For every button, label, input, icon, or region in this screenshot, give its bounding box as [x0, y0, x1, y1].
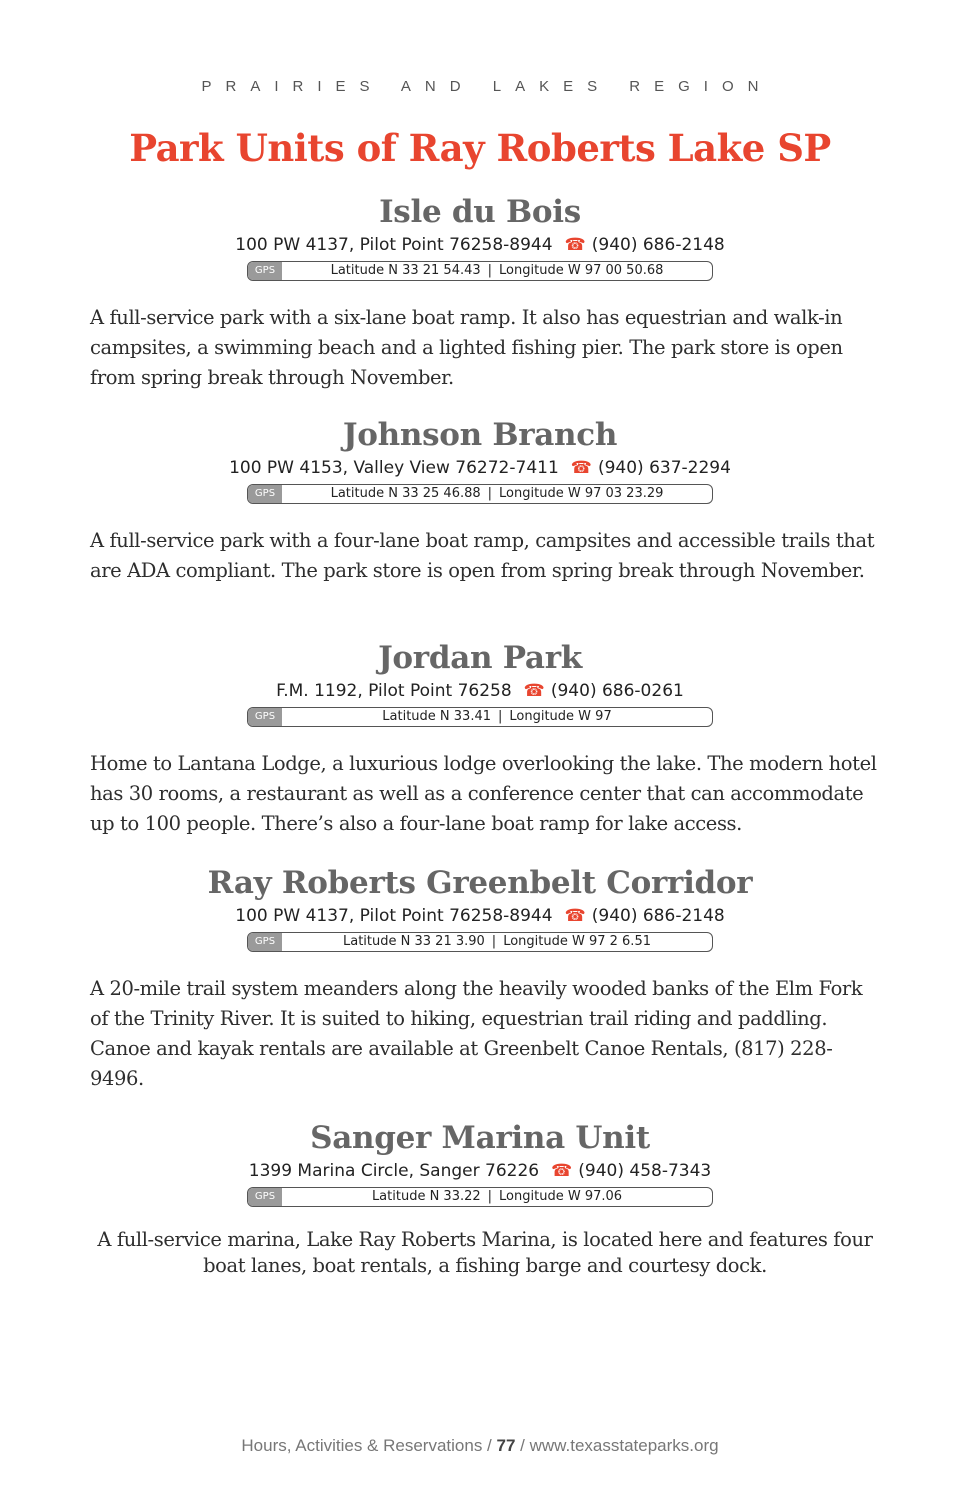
gps-coordinates: GPS Latitude N 33.22 | Longitude W 97.06: [247, 1187, 713, 1207]
phone-icon: ☎: [570, 458, 592, 478]
unit-contact: [0, 233, 960, 257]
page-title: Park Units of Ray Roberts Lake SP: [129, 126, 831, 170]
park-unit-isle-du-bois: [0, 192, 960, 393]
phone-icon: ☎: [523, 681, 545, 701]
latitude: Latitude N 33.22: [371, 1189, 481, 1204]
unit-contact: [0, 1159, 960, 1183]
footer-section: Hours, Activities & Reservations /: [241, 1436, 492, 1455]
park-unit-sanger-marina: [0, 1118, 960, 1279]
unit-contact: [0, 679, 960, 703]
unit-phone: (940) 458-7343: [578, 1161, 712, 1181]
unit-phone: (940) 637-2294: [597, 458, 731, 478]
park-unit-johnson-branch: [0, 415, 960, 586]
unit-description: A full-service park with a six-lane boat ramp. It also has equestrian and walk-in campsites, a swimming beach and a lighted fishing pier. The park store is open from spring break through November.: [90, 306, 843, 389]
unit-contact: [0, 904, 960, 928]
unit-phone: (940) 686-2148: [591, 235, 725, 255]
phone-icon: ☎: [564, 235, 586, 255]
gps-label: GPS: [248, 262, 282, 280]
gps-coordinates: GPS Latitude N 33 21 54.43 | Longitude W 97 00 50.68: [247, 261, 713, 281]
gps-label: GPS: [248, 485, 282, 503]
latitude: Latitude N 33.41: [382, 709, 491, 724]
gps-coordinates: GPS Latitude N 33.41 | Longitude W 97: [247, 707, 713, 727]
longitude: Longitude W 97.06: [499, 1189, 623, 1204]
unit-name: Johnson Branch: [342, 417, 618, 453]
unit-name: Ray Roberts Greenbelt Corridor: [207, 865, 753, 901]
page-footer: [0, 1436, 960, 1456]
unit-description: A full-service park with a four-lane boat ramp, campsites and accessible trails that are ADA compliant. The park store is open from spring break through November.: [90, 529, 875, 582]
longitude: Longitude W 97 00 50.68: [499, 263, 664, 278]
unit-name: Jordan Park: [378, 640, 582, 676]
unit-description: A full-service marina, Lake Ray Roberts Marina, is located here and features four boat lanes, boat rentals, a fishing barge and courtesy dock.: [97, 1228, 873, 1277]
unit-contact: [0, 456, 960, 480]
unit-address: 100 PW 4153, Valley View 76272-7411: [229, 458, 559, 478]
longitude: Longitude W 97 03 23.29: [499, 486, 664, 501]
phone-icon: ☎: [551, 1161, 573, 1181]
unit-address: 100 PW 4137, Pilot Point 76258-8944: [235, 906, 553, 926]
park-unit-jordan-park: [0, 638, 960, 839]
gps-coordinates: GPS Latitude N 33 21 3.90 | Longitude W 97 2 6.51: [247, 932, 713, 952]
unit-address: 100 PW 4137, Pilot Point 76258-8944: [235, 235, 553, 255]
unit-description: A 20-mile trail system meanders along the heavily wooded banks of the Elm Fork of the Trinity River. It is suited to hiking, equestrian trail riding and paddling. Canoe and kayak rentals are available at Greenbelt Canoe Rentals, (817) 228-9496.: [90, 977, 863, 1090]
unit-phone: (940) 686-0261: [550, 681, 684, 701]
longitude: Longitude W 97 2 6.51: [503, 934, 651, 949]
gps-label: GPS: [248, 933, 282, 951]
phone-icon: ☎: [564, 906, 586, 926]
latitude: Latitude N 33 21 54.43: [330, 263, 481, 278]
region-header: PRAIRIES AND LAKES REGION: [201, 78, 773, 95]
page-number: 77: [496, 1436, 516, 1455]
unit-description: Home to Lantana Lodge, a luxurious lodge overlooking the lake. The modern hotel has 30 rooms, a restaurant as well as a conference center that can accommodate up to 100 people. There’s also a four-lane boat ramp for lake access.: [90, 752, 877, 835]
gps-label: GPS: [248, 1188, 282, 1206]
park-unit-greenbelt-corridor: [0, 863, 960, 1094]
unit-phone: (940) 686-2148: [591, 906, 725, 926]
unit-name: Isle du Bois: [379, 194, 581, 230]
unit-name: Sanger Marina Unit: [310, 1120, 650, 1156]
longitude: Longitude W 97: [509, 709, 612, 724]
unit-address: F.M. 1192, Pilot Point 76258: [276, 681, 512, 701]
footer-website[interactable]: / www.texasstateparks.org: [520, 1436, 719, 1455]
gps-coordinates: GPS Latitude N 33 25 46.88 | Longitude W 97 03 23.29: [247, 484, 713, 504]
unit-address: 1399 Marina Circle, Sanger 76226: [248, 1161, 540, 1181]
latitude: Latitude N 33 25 46.88: [330, 486, 481, 501]
gps-label: GPS: [248, 708, 282, 726]
latitude: Latitude N 33 21 3.90: [343, 934, 485, 949]
